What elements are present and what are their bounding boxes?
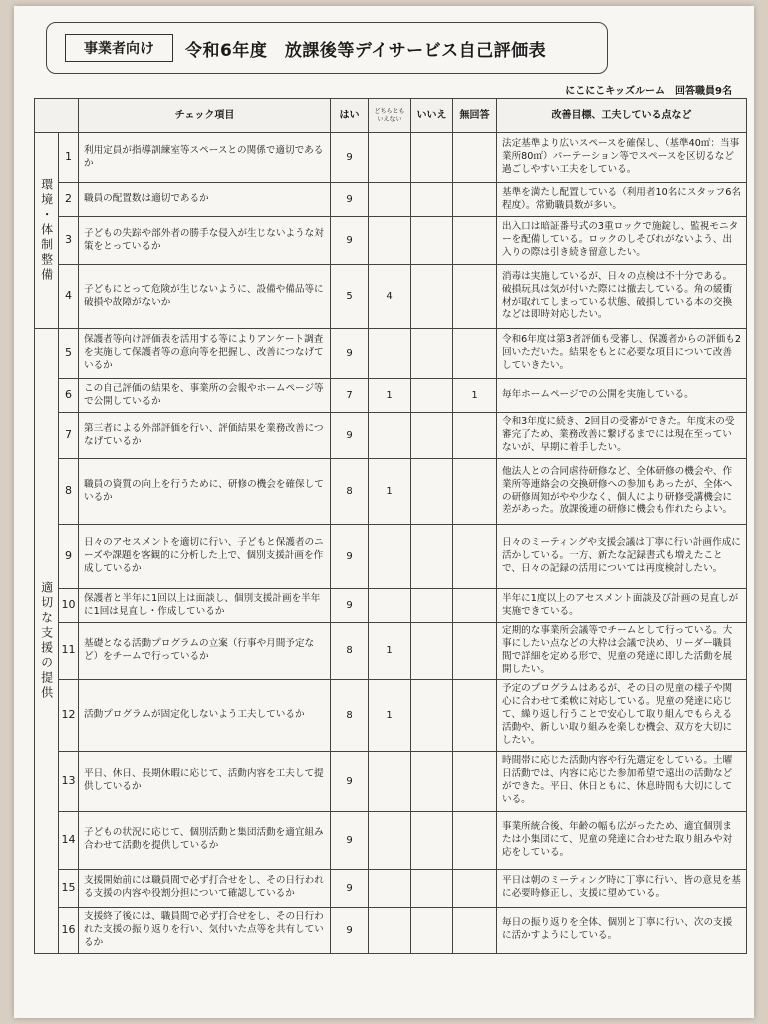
table-row [35,379,747,413]
category-environment: 環境・体制整備 [35,133,59,329]
table-row [35,183,747,217]
improvement-note: 毎年ホームページでの公開を実施している。 [497,379,747,413]
no-answer-count [453,183,497,217]
yes-count: 9 [331,869,369,907]
row-number: 2 [59,183,79,217]
check-item: この自己評価の結果を、事業所の会報やホームページ等で公開しているか [79,379,331,413]
improvement-note: 消毒は実施しているが、日々の点検は不十分である。破損玩具は気が付いた際には撤去している。角の緩衝材が取れてしまっている状態、破損している本の交換などは即時対応したい。 [497,265,747,329]
yes-count: 7 [331,379,369,413]
check-item: 基礎となる活動プログラムの立案（行事や月間予定など）をチームで行っているか [79,623,331,680]
table-row [35,265,747,329]
yes-count: 9 [331,589,369,623]
table-row [35,869,747,907]
no-answer-count: 1 [453,379,497,413]
improvement-note: 出入口は暗証番号式の3重ロックで施錠し、監視モニターを配備している。ロックのしそびれがないよう、出入りの際は引き続き留意したい。 [497,217,747,265]
organization-label: にこにこキッズルーム 回答職員9名 [565,86,732,97]
yes-count: 8 [331,679,369,751]
improvement-note: 法定基準より広いスペースを確保し、（基準40㎡：当事業所80㎡）パーテーション等でスペースを区切るなど過ごしやすい工夫をしている。 [497,133,747,183]
improvement-note: 予定のプログラムはあるが、その日の児童の様子や関心に合わせて柔軟に対応している。児童の発達に応じて、繰り返し行うことで安心して取り組んでもらえる活動や、新しい取り組みを楽しむ機会、双方を大切にしたい。 [497,679,747,751]
neither-count [369,133,411,183]
check-item: 第三者による外部評価を行い、評価結果を業務改善につなげているか [79,413,331,459]
yes-count: 9 [331,751,369,811]
row-number: 10 [59,589,79,623]
no-count [411,811,453,869]
header-no-answer: 無回答 [453,99,497,133]
table-row [35,133,747,183]
row-number: 1 [59,133,79,183]
yes-count: 9 [331,413,369,459]
no-count [411,265,453,329]
no-count [411,589,453,623]
evaluation-table [34,98,747,954]
row-number: 13 [59,751,79,811]
yes-count: 8 [331,459,369,525]
improvement-note: 令和3年度に続き、2回目の受審ができた。年度末の受審完了ため、業務改善に繋げるまでには現在至っていないが、早期に着手したい。 [497,413,747,459]
no-count [411,751,453,811]
row-number: 7 [59,413,79,459]
table-row [35,907,747,953]
no-answer-count [453,525,497,589]
yes-count: 9 [331,525,369,589]
no-answer-count [453,679,497,751]
neither-count: 1 [369,679,411,751]
document-title: 令和6年度 放課後等デイサービス自己評価表 [185,40,547,61]
improvement-note: 事業所統合後、年齢の幅も広がったため、適宜個別または小集団にて、児童の発達に合わせた取り組みや対応をしている。 [497,811,747,869]
no-count [411,329,453,379]
neither-count: 1 [369,459,411,525]
row-number: 12 [59,679,79,751]
improvement-note: 日々のミーティングや支援会議は丁寧に行い計画作成に活かしている。一方、新たな記録書式も増えたことで、日々の記録の活用については再度検討したい。 [497,525,747,589]
check-item: 子どもの状況に応じて、個別活動と集団活動を適宜組み合わせて活動を提供しているか [79,811,331,869]
row-number: 4 [59,265,79,329]
no-count [411,623,453,680]
header-blank [35,99,79,133]
check-item: 支援開始前には職員間で必ず打合せをし、その日行われる支援の内容や役割分担について確認しているか [79,869,331,907]
table-row [35,525,747,589]
yes-count: 9 [331,907,369,953]
check-item: 活動プログラムが固定化しないよう工夫しているか [79,679,331,751]
check-item: 職員の配置数は適切であるか [79,183,331,217]
neither-count: 1 [369,623,411,680]
no-answer-count [453,217,497,265]
no-answer-count [453,459,497,525]
no-count [411,679,453,751]
row-number: 11 [59,623,79,680]
no-answer-count [453,265,497,329]
neither-count [369,183,411,217]
header-yes: はい [331,99,369,133]
row-number: 3 [59,217,79,265]
yes-count: 9 [331,329,369,379]
improvement-note: 定期的な事業所会議等でチームとして行っている。大事にしたい点などの大枠は会議で決め、リーダー職員間で詳細を定める形で、児童の発達に即した活動を展開したい。 [497,623,747,680]
check-item: 保護者と半年に1回以上は面談し、個別支援計画を半年に1回は見直し・作成しているか [79,589,331,623]
check-item: 子どもにとって危険が生じないように、設備や備品等に破損や故障がないか [79,265,331,329]
no-answer-count [453,413,497,459]
no-count [411,907,453,953]
table-row [35,589,747,623]
no-count [411,133,453,183]
neither-count [369,329,411,379]
no-count [411,869,453,907]
no-count [411,379,453,413]
document-page [14,6,754,1018]
table-row [35,751,747,811]
neither-count [369,869,411,907]
neither-count: 4 [369,265,411,329]
check-item: 支援終了後には、職員間で必ず打合せをし、その日行われた支援の振り返りを行い、気付いた点等を共有しているか [79,907,331,953]
no-answer-count [453,329,497,379]
header-no: いいえ [411,99,453,133]
table-row [35,459,747,525]
title-box [46,22,608,74]
no-answer-count [453,623,497,680]
header-check-item: チェック項目 [79,99,331,133]
no-count [411,413,453,459]
check-item: 子どもの失踪や部外者の勝手な侵入が生じないような対策をとっているか [79,217,331,265]
improvement-note: 時間帯に応じた活動内容や行先選定をしている。土曜日活動では、内容に応じた参加希望で遠出の活動などができた。平日、休日ともに、休息時間も大切にしている。 [497,751,747,811]
audience-badge: 事業者向け [65,34,173,62]
table-row [35,329,747,379]
improvement-note: 平日は朝のミーティング時に丁寧に行い、皆の意見を基に必要時修正し、支援に望めている。 [497,869,747,907]
no-answer-count [453,133,497,183]
no-answer-count [453,811,497,869]
improvement-note: 令和6年度は第3者評価も受審し、保護者からの評価も2回いただいた。結果をもとに必要な項目について改善していきたい。 [497,329,747,379]
yes-count: 9 [331,133,369,183]
no-answer-count [453,907,497,953]
header-notes: 改善目標、工夫している点など [497,99,747,133]
row-number: 15 [59,869,79,907]
yes-count: 8 [331,623,369,680]
no-answer-count [453,751,497,811]
no-count [411,459,453,525]
table-row [35,623,747,680]
neither-count: 1 [369,379,411,413]
no-count [411,217,453,265]
yes-count: 9 [331,811,369,869]
table-row [35,217,747,265]
no-answer-count [453,869,497,907]
improvement-note: 毎日の振り返りを全体、個別と丁寧に行い、次の支援に活かすようにしている。 [497,907,747,953]
table-row [35,679,747,751]
no-count [411,183,453,217]
table-row [35,811,747,869]
row-number: 5 [59,329,79,379]
neither-count [369,525,411,589]
check-item: 保護者等向け評価表を活用する等によりアンケート調査を実施して保護者等の意向等を把握し、改善につなげているか [79,329,331,379]
neither-count [369,751,411,811]
no-answer-count [453,589,497,623]
check-item: 利用定員が指導訓練室等スペースとの関係で適切であるか [79,133,331,183]
yes-count: 9 [331,217,369,265]
row-number: 14 [59,811,79,869]
neither-count [369,413,411,459]
yes-count: 5 [331,265,369,329]
table-row [35,413,747,459]
neither-count [369,217,411,265]
check-item: 平日、休日、長期休暇に応じて、活動内容を工夫して提供しているか [79,751,331,811]
improvement-note: 基準を満たし配置している（利用者10名にスタッフ6名程度）。常勤職員数が多い。 [497,183,747,217]
neither-count [369,589,411,623]
header-neither: どちらとも いえない [369,99,411,133]
row-number: 16 [59,907,79,953]
row-number: 6 [59,379,79,413]
check-item: 職員の資質の向上を行うために、研修の機会を確保しているか [79,459,331,525]
no-count [411,525,453,589]
yes-count: 9 [331,183,369,217]
improvement-note: 他法人との合同虐待研修など、全体研修の機会や、作業所等連絡会の交換研修への参加もあったが、全体への研修周知がやや少なく、個人により研修受講機会に差があった。放課後連の研修に機会も作れたらよい。 [497,459,747,525]
improvement-note: 半年に1度以上のアセスメント面談及び計画の見直しが実施できている。 [497,589,747,623]
neither-count [369,811,411,869]
category-support: 適切な支援の提供 [35,329,59,954]
table-header-row [35,99,747,133]
check-item: 日々のアセスメントを適切に行い、子どもと保護者のニーズや課題を客観的に分析した上で、個別支援計画を作成しているか [79,525,331,589]
neither-count [369,907,411,953]
row-number: 9 [59,525,79,589]
row-number: 8 [59,459,79,525]
